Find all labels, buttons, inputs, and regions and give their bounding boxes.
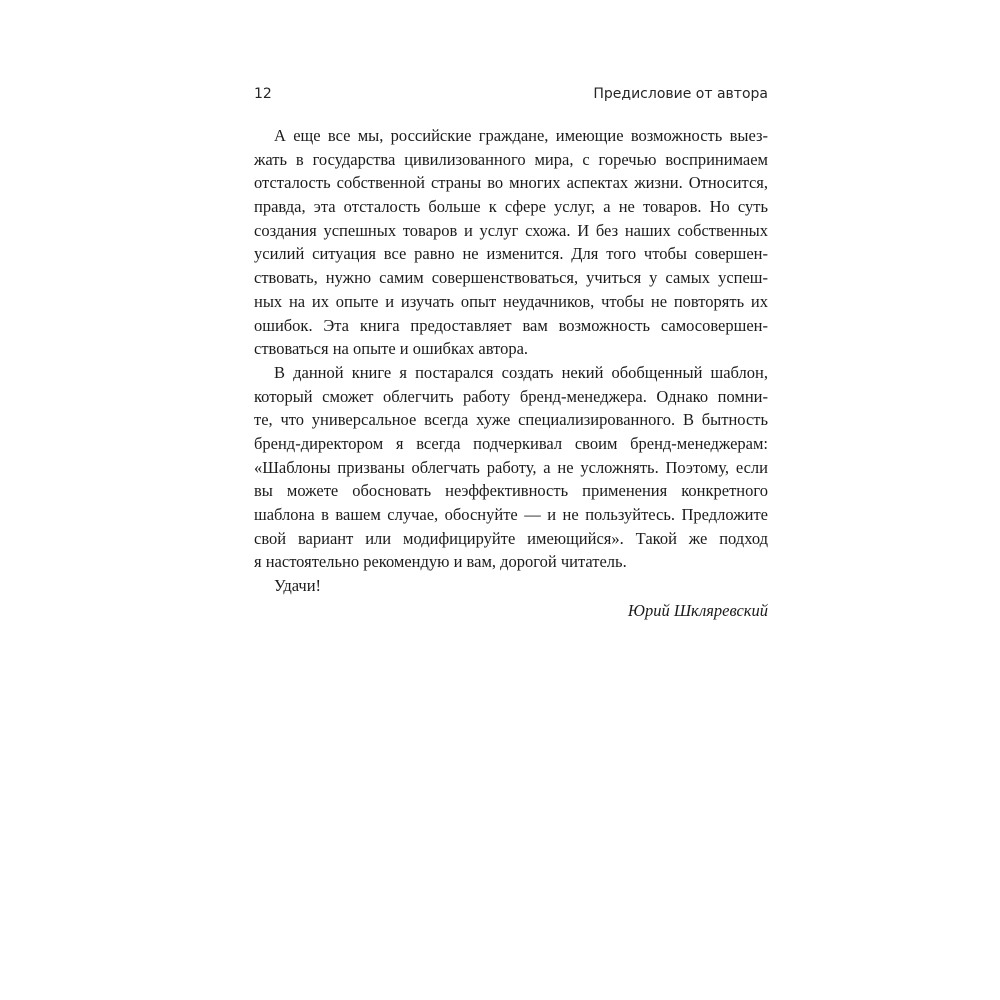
paragraph-1-line: создания успешных товаров и услуг схожа. И без наших собственных [254,220,768,240]
author-signature: Юрий Шкляревский [627,601,768,620]
paragraph-2-line: свой вариант или модифицируйте имеющийся». Такой же подход [254,528,768,548]
paragraph-1-line: ошибок. Эта книга предоставляет вам возможность самосовершен- [254,315,768,335]
paragraph-3-line: Удачи! [274,576,322,596]
running-title: Предисловие от автора [593,86,768,102]
paragraph-2-line: В данной книге я постарался создать некий обобщенный шаблон, [274,362,768,382]
paragraph-1-line: ствовать, нужно самим совершенствоваться, учиться у самых успеш- [254,268,768,288]
paragraph-2-line: «Шаблоны призваны облегчать работу, а не усложнять. Поэтому, если [254,457,768,477]
page-header [254,86,768,108]
paragraph-2-line: шаблона в вашем случае, обоснуйте — и не пользуйтесь. Предложите [254,505,768,524]
paragraph-1-line: А еще все мы, российские граждане, имеющие возможность выез- [274,126,768,145]
paragraph-2-line: те, что универсальное всегда хуже специализированного. В бытность [254,410,768,430]
paragraph-1-line: жать в государства цивилизованного мира, с горечью воспринимаем [254,149,768,169]
paragraph-2-line: вы можете обосновать неэффективность применения конкретного [254,481,768,501]
paragraph-2-line: который сможет облегчить работу бренд-менеджера. Однако помни- [254,386,768,406]
paragraph-1-line: ных на их опыте и изучать опыт неудачников, чтобы не повторять их [254,291,768,311]
paragraph-1-line: отсталость собственной страны во многих аспектах жизни. Относится, [254,173,768,193]
paragraph-2-line: я настоятельно рекомендую и вам, дорогой читатель. [254,552,627,572]
paragraph-1-line: правда, эта отсталость больше к сфере услуг, а не товаров. Но суть [254,197,768,217]
paragraph-1-line: ствоваться на опыте и ошибках автора. [254,339,529,359]
page-number: 12 [254,86,272,102]
paragraph-1-line: усилий ситуация все равно не изменится. Для того чтобы совершен- [254,244,768,264]
body-text [254,124,768,598]
paragraph-2-line: бренд-директором я всегда подчеркивал своим бренд-менеджерам: [254,433,768,453]
